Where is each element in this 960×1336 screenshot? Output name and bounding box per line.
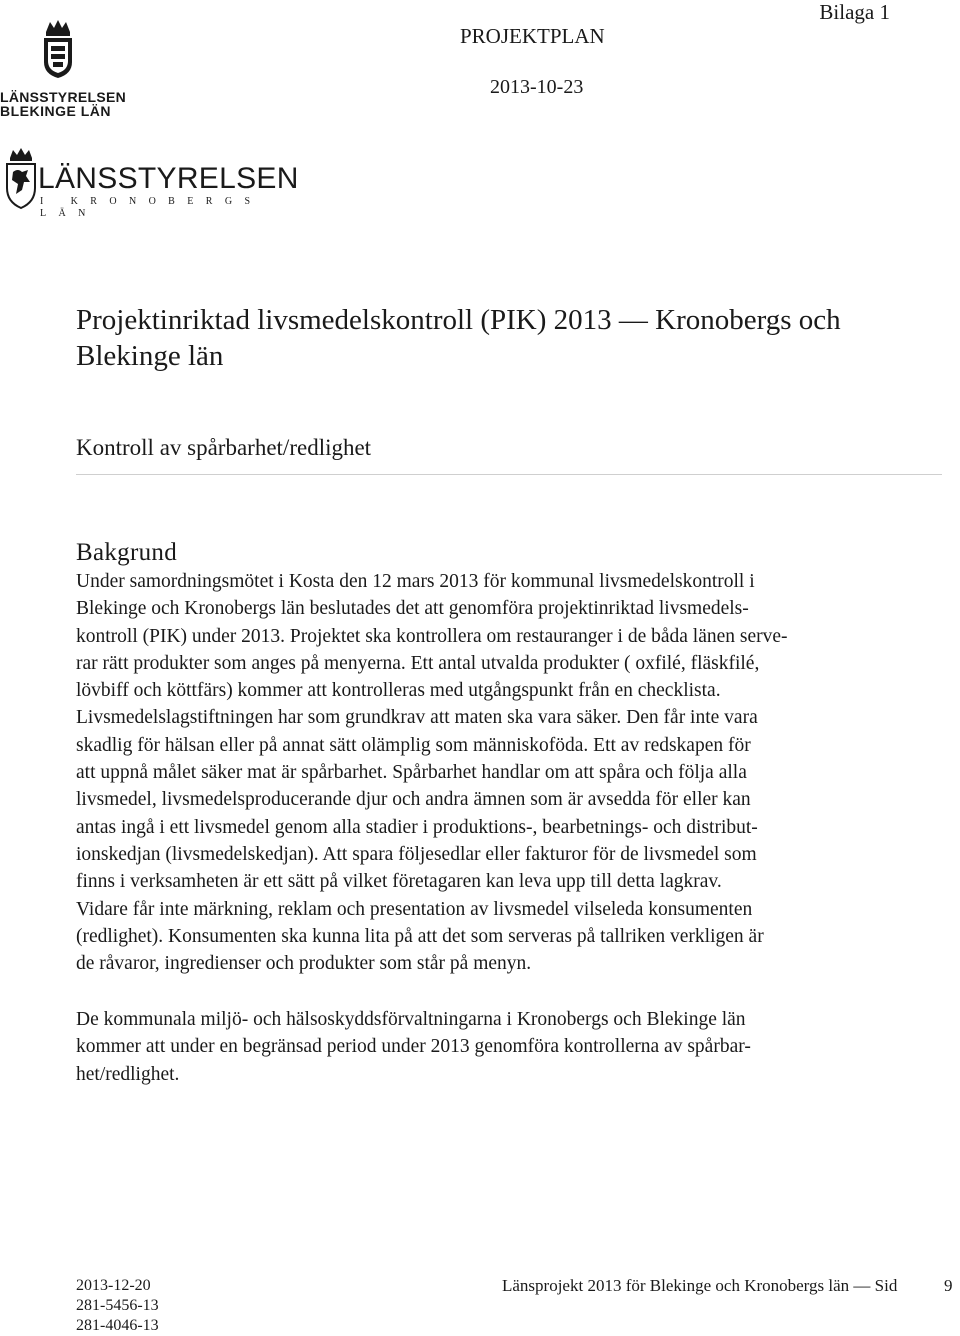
title-line: Blekinge län (76, 340, 224, 372)
text-line: finns i verksamheten är ett sätt på vilket företagaren kan leva upp till detta lagkrav. (76, 871, 722, 893)
logo-region: BLEKINGE LÄN (0, 103, 111, 119)
footer-ref: 281-4046-13 (76, 1317, 159, 1334)
document-type: PROJEKTPLAN (460, 24, 605, 48)
text-line: lövbiff och köttfärs) kommer att kontrolleras med utgångspunkt från en checklista. (76, 680, 721, 702)
footer-references (76, 1276, 159, 1336)
logo-region: I KRONOBERGS LÄN (40, 196, 263, 219)
document-date: 2013-10-23 (490, 76, 584, 98)
text-line: kontroll (PIK) under 2013. Projektet ska kontrollera om restauranger i de båda länen serve- (76, 625, 788, 647)
text-line: (redlighet). Konsumenten ska kunna lita på att det som serveras på tallriken verkligen är (76, 925, 764, 947)
appendix-label: Bilaga 1 (819, 0, 890, 24)
text-line: het/redlighet. (76, 1063, 180, 1085)
text-line: kommer att under en begränsad period under 2013 genomföra kontrollerna av spårbar- (76, 1036, 751, 1058)
footer-ref: 281-5456-13 (76, 1297, 159, 1314)
text-line: ionskedjan (livsmedelskedjan). Att spara följesedlar eller fakturor för de livsmedel som (76, 843, 757, 865)
text-line: Under samordningsmötet i Kosta den 12 mars 2013 för kommunal livsmedelskontroll i (76, 571, 755, 592)
text-line: skadlig för hälsan eller på annat sätt olämplig som människoföda. Ett av redskapen för (76, 734, 751, 756)
kronoberg-logo (4, 148, 304, 219)
text-line: Blekinge och Kronobergs län beslutades det att genomföra projektinriktad livsmedels- (76, 598, 749, 620)
text-line: rar rätt produkter som anges på menyerna. Ett antal utvalda produkter ( oxfilé, fläskfilé, (76, 652, 760, 674)
title-line: Projektinriktad livsmedelskontroll (PIK) 2013 — Kronobergs och (76, 304, 841, 336)
blekinge-logo (0, 18, 127, 119)
paragraph-background (76, 568, 956, 977)
crown-shield-icon (38, 18, 78, 80)
lion-crest-icon (4, 148, 38, 210)
text-line: livsmedel, livsmedelsproducerande djur och andra ämnen som är avsedda för eller kan (76, 789, 751, 811)
text-line: de råvaror, ingredienser och produkter som står på menyn. (76, 953, 532, 975)
section-heading: Bakgrund (76, 539, 177, 566)
text-line: Livsmedelslagstiftningen har som grundkrav att maten ska vara säker. Den får inte vara (76, 707, 758, 729)
logo-name: LÄNSSTYRELSEN (0, 89, 127, 105)
text-line: Vidare får inte märkning, reklam och presentation av livsmedel vilseleda konsumenten (76, 898, 753, 920)
page-number: 9 (944, 1276, 953, 1295)
document-subtitle: Kontroll av spårbarhet/redlighet (76, 435, 372, 460)
logo-name: LÄNSSTYRELSEN (38, 162, 299, 195)
divider (76, 474, 942, 475)
text-line: antas ingå i ett livsmedel genom alla stadier i produktions-, bearbetnings- och distribut- (76, 816, 758, 838)
footer-project: Länsprojekt 2013 för Blekinge och Kronobergs län — Sid (502, 1276, 898, 1295)
text-line: De kommunala miljö- och hälsoskyddsförvaltningarna i Kronobergs och Blekinge län (76, 1009, 746, 1030)
footer-date: 2013-12-20 (76, 1277, 151, 1294)
paragraph-municipalities (76, 1006, 956, 1088)
document-title (76, 302, 956, 374)
text-line: att uppnå målet säker mat är spårbarhet. Spårbarhet handlar om att spåra och följa alla (76, 762, 747, 784)
